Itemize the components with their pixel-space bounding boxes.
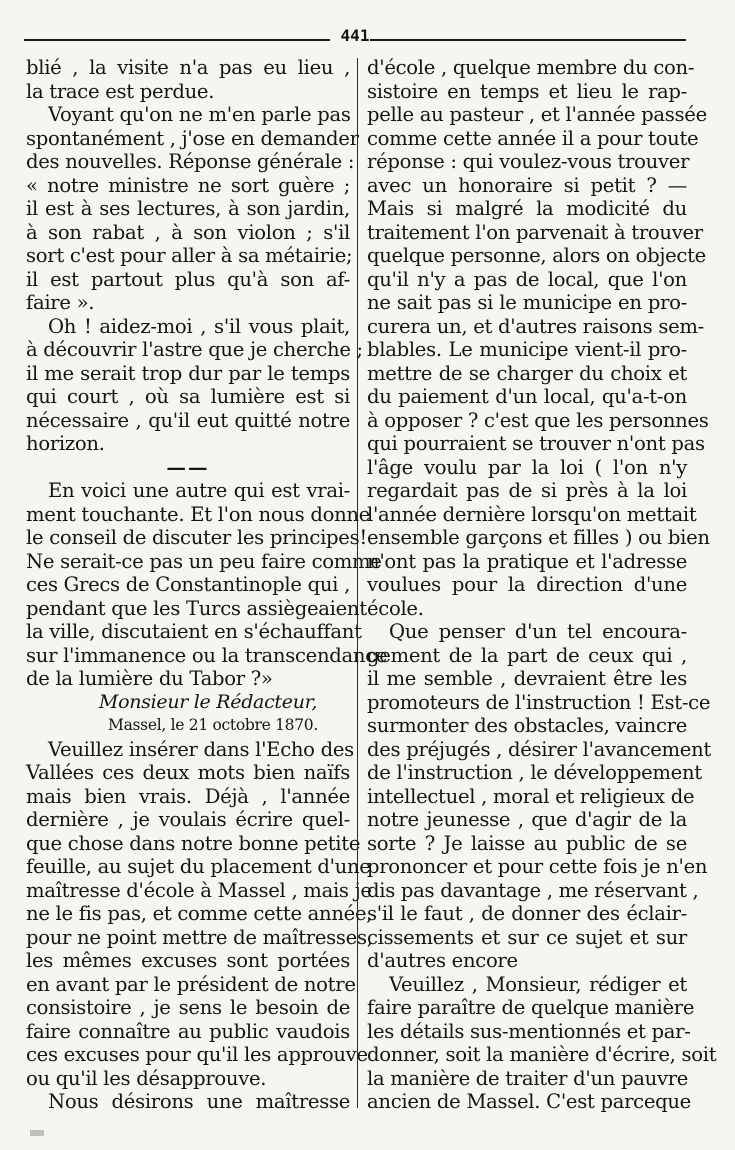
- text-line: en avant par le président de notre: [26, 972, 356, 996]
- text-line: regardait pas de si près à la loi: [367, 479, 687, 502]
- text-line: blables. Le municipe vient-il pro-: [367, 338, 687, 361]
- text-line: faire paraître de quelque manière: [367, 996, 695, 1019]
- text-line: la trace est perdue.: [26, 79, 215, 103]
- text-line: ou qu'il les désapprouve.: [26, 1066, 267, 1090]
- text-line: d'autres encore: [367, 949, 518, 972]
- text-line: Veuillez insérer dans l'Echo des: [48, 737, 354, 761]
- text-line: la manière de traiter d'un pauvre: [367, 1066, 689, 1090]
- text-line: feuille, au sujet du placement d'une: [26, 855, 371, 878]
- text-line: blié , la visite n'a pas eu lieu ,: [26, 56, 350, 79]
- text-line: réponse : qui voulez-vous trouver: [367, 150, 690, 173]
- text-line: n'ont pas la pratique et l'adresse: [367, 549, 687, 573]
- text-line: qui pourraient se trouver n'ont pas: [367, 432, 705, 455]
- text-line: gement de la part de ceux qui ,: [367, 643, 687, 667]
- text-line: mais bien vrais. Déjà , l'année: [26, 784, 350, 808]
- right-text-column: [367, 56, 717, 1114]
- text-line: le conseil de discuter les principes!: [26, 526, 367, 549]
- text-line: à découvrir l'astre que je cherche ;: [26, 338, 363, 361]
- text-line: l'année dernière lorsqu'on mettait: [367, 502, 697, 526]
- text-line: sistoire en temps et lieu le rap-: [367, 79, 687, 103]
- text-line: pour ne point mettre de maîtresses,: [26, 925, 373, 949]
- text-line: il est partout plus qu'à son af-: [26, 267, 350, 291]
- text-line: maîtresse d'école à Massel , mais je: [26, 878, 372, 902]
- text-line: sort c'est pour aller à sa métairie;: [26, 244, 353, 267]
- text-line: horizon.: [26, 432, 105, 455]
- text-line: cissements et sur ce sujet et sur: [367, 925, 687, 949]
- text-line: intellectuel , moral et religieux de: [367, 784, 695, 808]
- text-line: d'école , quelque membre du con-: [367, 56, 695, 79]
- text-line: Oh ! aidez-moi , s'il vous plait,: [48, 314, 350, 338]
- text-line: En voici une autre qui est vrai-: [48, 479, 350, 502]
- text-line: de la lumière du Tabor ?»: [26, 667, 273, 690]
- text-line: Monsieur le Rédacteur,: [98, 690, 318, 713]
- text-line: à son rabat , à son violon ; s'il: [26, 220, 350, 244]
- text-line: curera un, et d'autres raisons sem-: [367, 314, 704, 338]
- text-line: ces Grecs de Constantinople qui ,: [26, 573, 350, 596]
- text-line: notre jeunesse , que d'agir de la: [367, 808, 687, 831]
- text-line: les détails sus-mentionnés et par-: [367, 1019, 691, 1043]
- text-line: sur l'immanence ou la transcendance: [26, 643, 388, 667]
- text-line: il est à ses lectures, à son jardin,: [26, 197, 350, 220]
- text-line: ——: [166, 455, 210, 479]
- text-line: pendant que les Turcs assiègeaient: [26, 596, 367, 620]
- text-line: dis pas davantage , me réservant ,: [367, 878, 699, 902]
- text-line: faire connaître au public vaudois: [26, 1019, 350, 1043]
- text-line: la ville, discutaient en s'échauffant: [26, 620, 362, 643]
- text-line: de l'instruction , le développement: [367, 761, 702, 784]
- text-line: Vallées ces deux mots bien naïfs: [26, 761, 350, 784]
- text-line: Nous désirons une maîtresse: [48, 1090, 350, 1113]
- text-line: voulues pour la direction d'une: [367, 573, 687, 596]
- text-line: promoteurs de l'instruction ! Est-ce: [367, 690, 711, 714]
- text-line: il me serait trop dur par le temps: [26, 361, 350, 385]
- text-line: Que penser d'un tel encoura-: [389, 620, 687, 643]
- text-line: mettre de se charger du choix et: [367, 361, 687, 385]
- text-line: s'il le faut , de donner des éclair-: [367, 902, 687, 925]
- column-divider: [357, 58, 358, 1108]
- text-line: consistoire , je sens le besoin de: [26, 996, 350, 1019]
- text-line: Mais si malgré la modicité du: [367, 197, 687, 220]
- text-line: sorte ? Je laisse au public de se: [367, 831, 687, 855]
- text-line: ne sait pas si le municipe en pro-: [367, 291, 687, 314]
- text-line: l'âge voulu par la loi ( l'on n'y: [367, 455, 687, 479]
- print-smudge: [30, 1130, 44, 1136]
- text-line: du paiement d'un local, qu'a-t-on: [367, 385, 687, 408]
- text-line: des préjugés , désirer l'avancement: [367, 737, 711, 761]
- text-line: Ne serait-ce pas un peu faire comme: [26, 549, 382, 573]
- text-line: ces excuses pour qu'il les approuve: [26, 1043, 368, 1066]
- text-line: il me semble , devraient être les: [367, 667, 687, 690]
- left-text-column: [26, 56, 388, 1114]
- text-line: Massel, le 21 octobre 1870.: [108, 716, 318, 734]
- header-rule-right: [370, 39, 686, 41]
- text-line: ancien de Massel. C'est parceque: [367, 1090, 691, 1113]
- text-line: prononcer et pour cette fois je n'en: [367, 855, 708, 878]
- text-line: des nouvelles. Réponse générale :: [26, 150, 355, 173]
- text-line: avec un honoraire si petit ? —: [367, 173, 687, 197]
- text-line: école.: [367, 596, 424, 620]
- text-line: qu'il n'y a pas de local, que l'on: [367, 267, 687, 291]
- page-header: [24, 26, 686, 50]
- text-line: les mêmes excuses sont portées: [26, 949, 350, 972]
- text-line: dernière , je voulais écrire quel-: [26, 808, 350, 831]
- text-line: donner, soit la manière d'écrire, soit: [367, 1043, 717, 1066]
- text-line: traitement l'on parvenait à trouver: [367, 220, 703, 244]
- text-line: comme cette année il a pour toute: [367, 126, 699, 150]
- text-line: que chose dans notre bonne petite: [26, 831, 361, 855]
- text-line: pelle au pasteur , et l'année passée: [367, 103, 707, 126]
- text-line: spontanément , j'ose en demander: [26, 126, 359, 150]
- text-line: nécessaire , qu'il eut quitté notre: [26, 408, 350, 432]
- text-line: « notre ministre ne sort guère ;: [26, 173, 350, 197]
- text-line: Voyant qu'on ne m'en parle pas: [48, 103, 351, 126]
- text-line: quelque personne, alors on objecte: [367, 244, 706, 267]
- text-line: ment touchante. Et l'on nous donne: [26, 502, 370, 526]
- text-line: ne le fis pas, et comme cette année,: [26, 902, 373, 925]
- text-line: qui court , où sa lumière est si: [26, 385, 350, 408]
- text-line: surmonter des obstacles, vaincre: [367, 714, 687, 737]
- text-line: faire ».: [26, 291, 95, 314]
- page-number: 441: [340, 26, 370, 45]
- text-line: à opposer ? c'est que les personnes: [367, 408, 709, 432]
- text-line: ensemble garçons et filles ) ou bien: [367, 526, 710, 549]
- text-line: Veuillez , Monsieur, rédiger et: [389, 972, 687, 996]
